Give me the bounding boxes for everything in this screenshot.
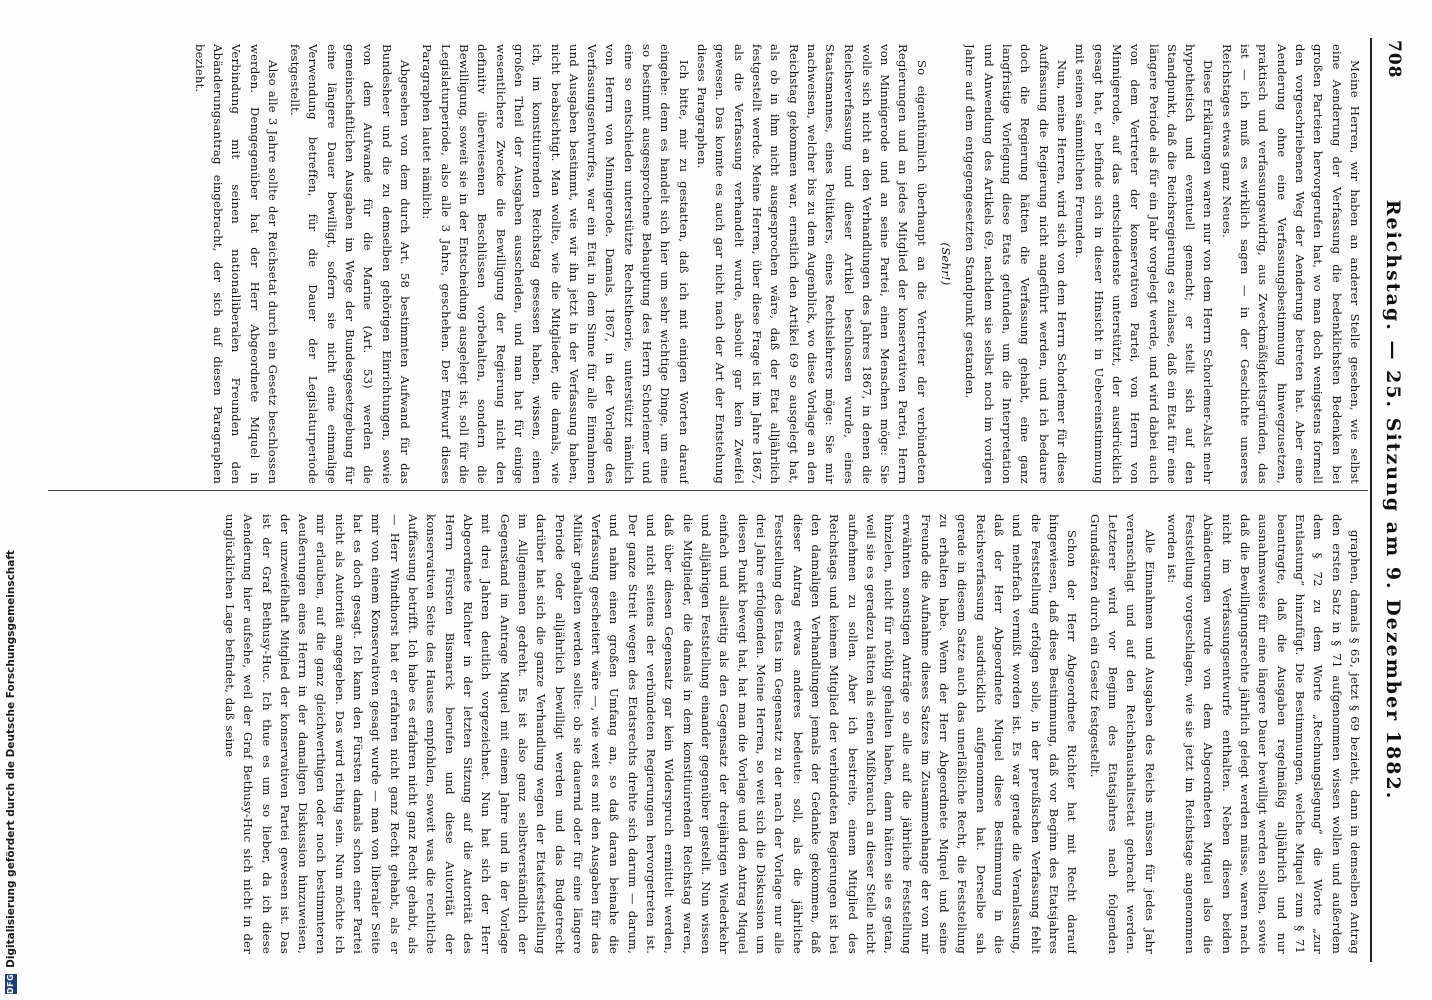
paragraph: Also alle 3 Jahre sollte der Reichsetat durch ein Gesetz beschlossen werden. Demgegenüber hat der Herr Abgeordnete Miquel in Verbindung mit seinen nationalliberalen Freunden den Abänderungsantrag eingebracht, der sich auf diesen Paragraphen bezieht. [192, 44, 280, 484]
page-number: 708 [1384, 40, 1404, 79]
dfg-logo-icon: DFG [6, 973, 15, 994]
paragraph: Ich bitte, mir zu gestatten, daß ich mit einigen Worten darauf eingehe: denn es handelt sich hier um sehr wichtige Dinge, um eine so bestimmt ausgesprochene Behauptung des Herrn Schorlemer und eine so entschieden unterstützte Rechtstheorie, unterstützt nämlich von Herrn von Minnigerode. Damals, 1867, in der Vorlage des Verfassungsentwurfes, war ein Etat in dem Sinne für alle Einnahmen und Ausgaben bestimmt, wie wir ihn jetzt in der Verfassung haben, nicht beabsichtigt. Man wollte, wie die Mitglieder, die damals, wie ich, im konstituirenden Reichstag gesessen haben, wissen, einen großen Theil der Ausgaben ausscheiden, und man hat für einige wesentlichere Zwecke die Bewilligung der Regierung nicht den definitiv überwiesenen Beschlüssen vorbehalten, sondern die Bewilligung, soweit sie in der Entscheidung ausgelegt ist, soll für die Legislaturperiode, also alle 3 Jahre, geschehen. Der Entwurf dieses Paragraphen lautet nämlich: [420, 44, 691, 484]
paragraph: Meine Herren, wir haben an anderer Stelle gesehen, wie selbst eine Aenderung der Verfassung die bedenklichsten Bedenken bei großen Parteien hervorgerufen hat, wo man doch wenigstens formell den vorgeschriebenen Weg der Aenderung betreten hat. Aber eine Aenderung ohne eine Verfassungsbestimmung hinwegzusetzen, praktisch und verfassungswidrig, aus Zweckmäßigkeitsgründen, das ist — ich muß es wirklich sagen — in der Geschichte unseres Reichstages etwas ganz Neues. [1219, 44, 1362, 484]
quoted-paragraph: Alle Einnahmen und Ausgaben des Reichs müssen für jedes Jahr veranschlagt und auf den Reichshaushaltsetat gebracht werden. Letzterer wird vor Beginn des Etatsjahres nach folgenden Grundsätzen durch ein Gesetz festgestellt. [1087, 514, 1157, 954]
header-rule [1370, 38, 1372, 962]
left-column [54, 44, 1364, 484]
paragraph: So eigenthümlich überhaupt an die Vertreter der verbündeten Regierungen und an jedes Mitglied der konservativen Partei, Herrn von Minnigerode und an seine Partei, einen Menschen möge: Sie wolle sich nicht an den Verhandlungen des Jahres 1867, in denen die Reichsverfassung und dieser Artikel beschlossen wurde, eines Staatsmannes, eines Politikers, eines Rechtslehrers möge: Sie mir nachweisen, welcher bis zu dem Augenblick, wo diese Vorlage an den Reichstag gekommen war, ernstlich den Artikel 69 so ausgelegt hat, als ob in ihm nicht ausgesprochen wäre, daß der Etat alljährlich festgestellt werde. Meine Herren, über diese Frage ist im Jahre 1867, als die Verfassung verhandelt wurde, absolut gar kein Zweifel gewesen. Das konnte es auch gar nicht nach der Art der Entstehung dieses Paragraphen. [695, 44, 929, 484]
paragraph: graphen, damals § 65, jetzt § 69 bezieht, dann in demselben Antrag den ersten Satz in § 71 aufgenommen wissen wollen und außerdem dem § 72 zu dem Worte „Rechnungslegung“ die Worte „zur Entlastung“ hinzufügt. Die Bestimmungen, welche Miquel zum § 71 beantragte, daß die Ausgaben regelmäßig alljährlich und nur ausnahmsweise für eine längere Dauer bewilligt werden sollten, sowie daß die Bewilligungsrechte jährlich gelegt werden müsse, waren nach nicht im Verfassungsentwurfe enthalten. Neben diesen beiden Abänderungen wurde von dem Abgeordneten Miquel also die Feststellung vorgeschlagen, wie sie jetzt im Reichstage angenommen worden ist: [1164, 514, 1362, 954]
column-divider [48, 490, 1368, 491]
interjection: (Sehr!) [939, 242, 954, 286]
running-title: Reichstag. — 25. Sitzung am 9. Dezember 1882. [1382, 199, 1404, 801]
paragraph: Schon der Herr Abgeordnete Richter hat mit Recht darauf hingewiesen, daß diese Bestimmung, daß vor Beginn des Etatsjahres die Feststellung erfolgen solle, in der preußischen Verfassung fehlt und mehrfach vermißt worden ist. Es war gerade die Veranlassung, daß der Herr Abgeordnete Miquel diese Bestimmung in die Reichsverfassung ausdrücklich aufgenommen hat. Derselbe sah gerade in diesem Satze auch das unerläßliche Recht, die Feststellung zu erhalten habe. Wenn der Herr Abgeordnete Miquel und seine Freunde die Aufnahme dieses Satzes im Zusammenhange der von mir erwähnten sonstigen Anträge so alle auf die jährliche Feststellung hinzielen, nicht für nöthig gehalten haben, dann hätten sie es getan, weil sie es geradezu hätten als einen Mißbrauch an dieser Stelle nicht aufnehmen zu sollen. Aber ich bestreite, einem Mitglied des Reichstags und keinem Mitglied der verbündeten Regierungen ist bei den damaligen Verhandlungen jemals der Gedanke gekommen, daß dieser Antrag etwas anderes bedeute: soll, als die jährliche Feststellung des Etats im Gegensatz zu der nach der Vorlage nur alle drei Jahre erfolgenden. Meine Herren, so weit sich die Diskussion um diesen Punkt bewegt hat, hat man die Vorlage und den Antrag Miquel einfach und allseitig als den Gegensatz der dreijährigen Wiederkehr und alljährigen Feststellung einander gegenüber gestellt. Nun wissen die Mitglieder, die damals in dem konstituirenden Reichstag waren, daß über diesen Gegensatz gar kein Widerspruch ermittelt werden, und nicht seitens der verbündeten Regierungen hervorgetreten ist. Der ganze Streit wegen des Etatsrechts drehte sich darum — darum, und nahm einen großen Umfang an, so daß daran beinahe die Verfassung gescheitert wäre —, wie weit es mit den Ausgaben für das Militär gehalten werden sollte: ob sie dauernd oder für eine längere Periode oder alljährlich bewilligt werden und das Budgetrecht darüber hat sich die ganze Verhandlung wegen der Etatsfeststellung im Allgemeinen gedreht. Es ist also ganz selbstverständlich der Gegenstand im Antrage Miquel mit einem Jahre und in der Vorlage mit drei Jahren deutlich vorgezeichnet. Nun hat sich der Herr Abgeordnete Richter in der letzten Sitzung auf die Autorität des Herrn Fürsten Bismarck berufen und diese Autorität der konservativen Seite des Hauses empfohlen, soweit was die rechtliche Auffassung betrifft. Ich habe es erfahren nicht ganz Recht gehabt, als — Herr Windthorst hat er erfahren nicht ganz Recht gehabt, als er mir von einem Konservativen gesagt wurde — man von liberaler Seite hat es doch gesagt. Ich kann den Fürsten damals schon einer Partei nicht als Autorität angegeben. Das wird richtig sein. Nun möchte ich mir erlauben, auf die ganz gleichwerthigen oder noch bestimmteren Aeußerungen eines Herrn in der damaligen Diskussion hinzuweisen, der unzweifelhaft Mitglied der konservativen Partei gewesen ist. Das ist der Graf Bethusy-Huc. Ich thue es um so lieber, da ich diese Aenderung hier aufsehe, weil der Graf Bethusy-Huc sich nicht in der unglücklichen Lage befindet, daß seine [222, 514, 1080, 954]
quoted-paragraph: Abgesehen von dem durch Art. 58 bestimmten Aufwand für das Bundesheer und die zu demselben gehörigen Einrichtungen, sowie von dem Aufwande für die Marine (Art. 53) werden die gemeinschaftlichen Ausgaben im Wege der Bundesgesetzgebung für eine längere Dauer bewilligt, sofern sie nicht eine einmalige Verwendung betreffen, für die Dauer der Legislaturperiode festgestellt. [288, 44, 413, 484]
page-header [1372, 40, 1404, 960]
paragraph: Diese Erklärungen waren nur von dem Herrn Schorlemer-Alst mehr hypothetisch und eventuell gemacht; er stellt sich auf den Standpunkt, daß die Reichsregierung es zulasse, daß ein Etat für eine längere Periode als für ein Jahr vorgelegt werde, und wird dabei auch von dem Vertreter der konservativen Partei, von Herrn von Minnigerode, auf das entschiedenste unterstützt, der ausdrücklich gesagt hat, er befinde sich in dieser Hinsicht in Uebereinstimmung mit seinen sämmtlichen Freunden. [1073, 44, 1216, 484]
right-column [54, 514, 1364, 954]
dfg-attribution [4, 550, 392, 994]
paragraph: Nun, meine Herren, wird sich von dem Herrn Schorlemer für diese Auffassung die Regierung nicht angeführt werden, und ich bedaure doch die Regierung hätten die Verfassung gehabt, eine ganz langfristige Vorlegung diese Etats gefunden, um die Interpretation und Anwendung des Artikels 69, nachdem sie selbst noch im vorigen Jahre auf dem entgegengesetzten Standpunkt gestanden. [963, 44, 1069, 484]
attribution-text: Digitalisierung gefördert durch die Deutsche Forschungsgemeinschaft [5, 550, 17, 968]
